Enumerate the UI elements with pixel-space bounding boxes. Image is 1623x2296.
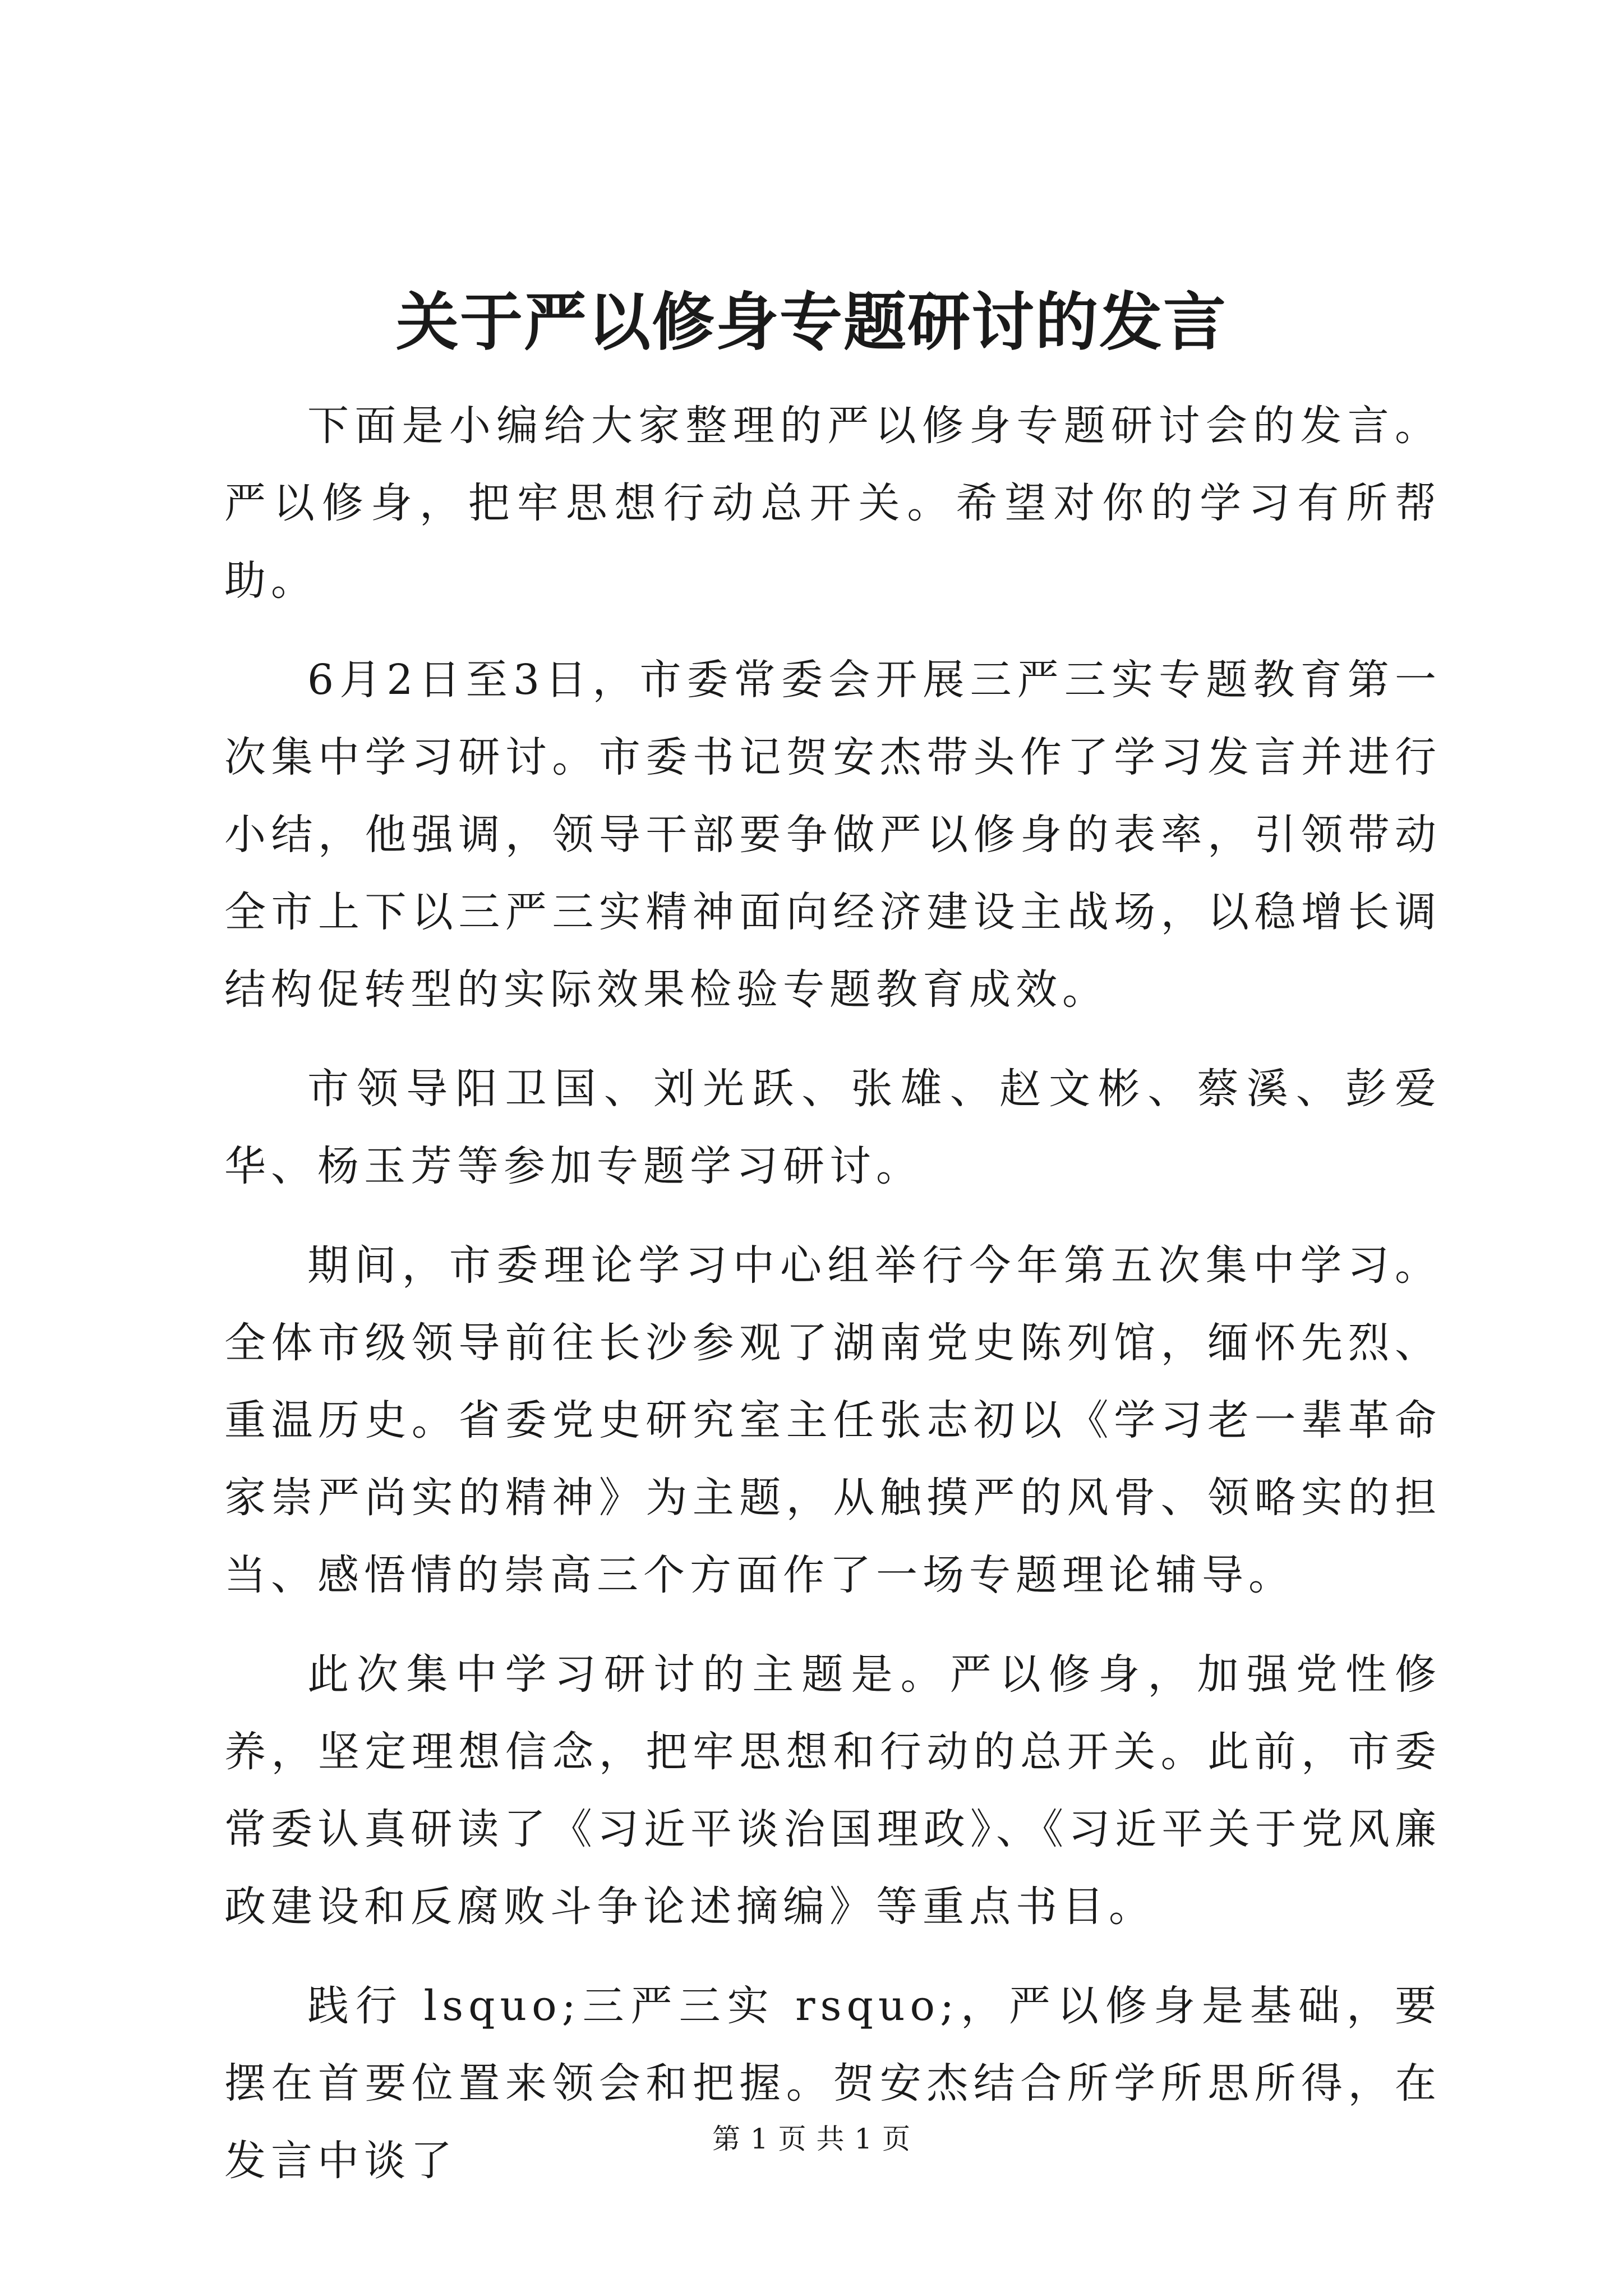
document-body	[224, 387, 1441, 2221]
document-title: 关于严以修身专题研讨的发言	[396, 286, 1227, 359]
paragraph: 市领导阳卫国、刘光跃、张雄、赵文彬、蔡溪、彭爱华、杨玉芳等参加专题学习研讨。	[224, 1065, 1441, 1190]
page-number-footer: 第 1 页 共 1 页	[712, 2123, 911, 2155]
paragraph: 践行 lsquo;三严三实 rsquo;，严以修身是基础，要摆在首要位置来领会和把握。贺安杰结合所学所思所得，在发言中谈了	[224, 1982, 1441, 2185]
paragraph: 下面是小编给大家整理的严以修身专题研讨会的发言。严以修身，把牢思想行动总开关。希望对你的学习有所帮助。	[224, 402, 1441, 605]
paragraph: 期间，市委理论学习中心组举行今年第五次集中学习。全体市级领导前往长沙参观了湖南党史陈列馆，缅怀先烈、重温历史。省委党史研究室主任张志初以《学习老一辈革命家崇严尚实的精神》为主题，从触摸严的风骨、领略实的担当、感悟情的崇高三个方面作了一场专题理论辅导。	[224, 1241, 1441, 1599]
paragraph: 此次集中学习研讨的主题是。严以修身，加强党性修养，坚定理想信念，把牢思想和行动的总开关。此前，市委常委认真研读了《习近平谈治国理政》、《习近平关于党风廉政建设和反腐败斗争论述摘编》等重点书目。	[224, 1650, 1441, 1931]
paragraph: 6月2日至3日，市委常委会开展三严三实专题教育第一次集中学习研讨。市委书记贺安杰带头作了学习发言并进行小结，他强调，领导干部要争做严以修身的表率，引领带动全市上下以三严三实精神面向经济建设主战场，以稳增长调结构促转型的实际效果检验专题教育成效。	[224, 656, 1441, 1014]
